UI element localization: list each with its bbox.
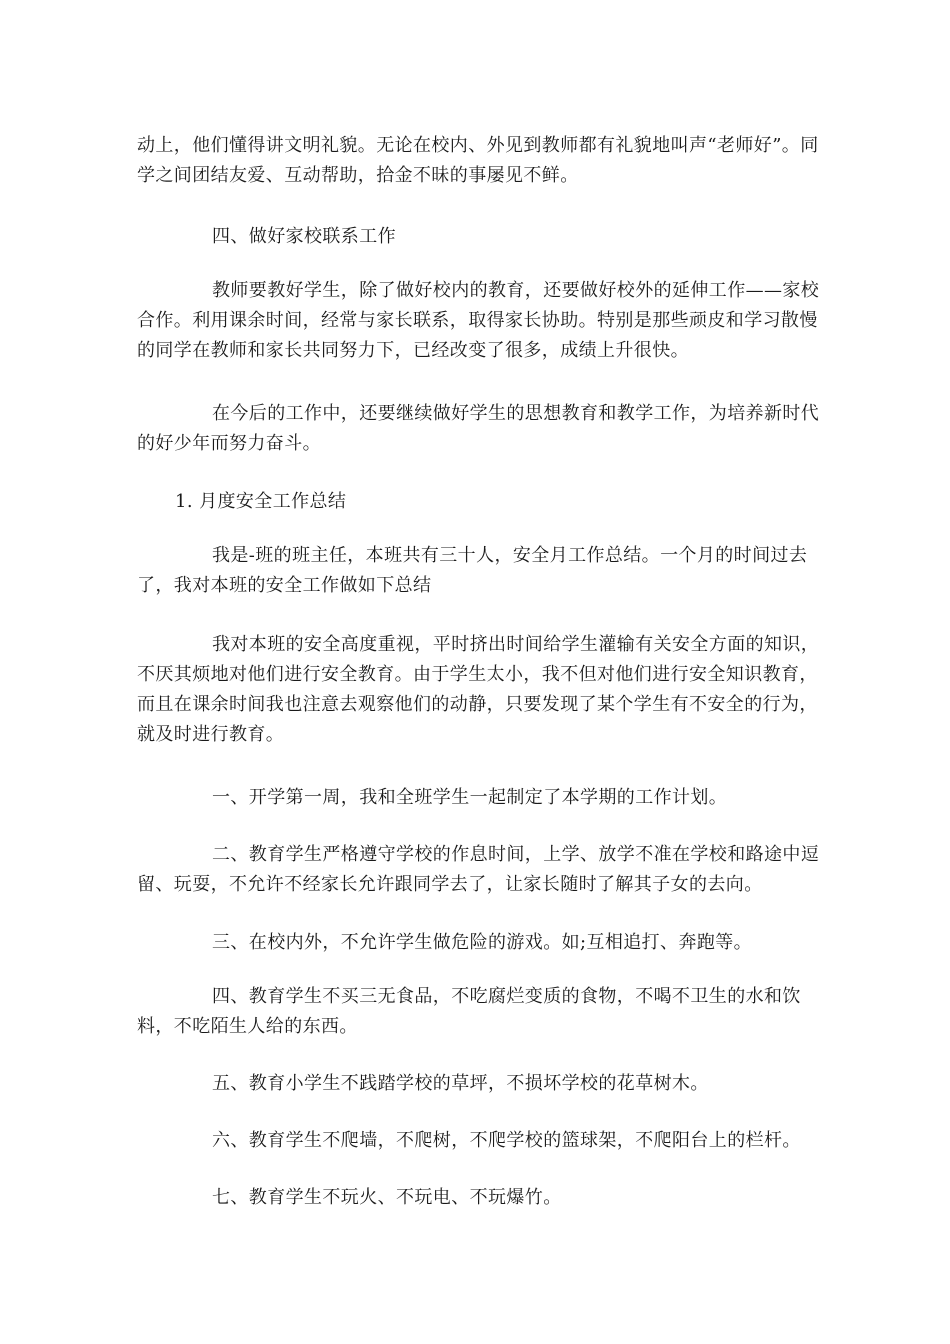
paragraph-safety-importance: 我对本班的安全高度重视，平时挤出时间给学生灌输有关安全方面的知识，不厌其烦地对他们进行安全教育。由于学生太小，我不但对他们进行安全知识教育，而且在课余时间我也注意去观察他们的动静，只要发现了某个学生有不安全的行为，就及时进行教育。 [137, 634, 820, 745]
section-heading-home-school: 四、做好家校联系工作 [212, 226, 396, 247]
paragraph-home-school: 教师要教好学生，除了做好校内的教育，还要做好校外的延伸工作——家校合作。利用课余时间，经常与家长联系，取得家长协助。特别是那些顽皮和学习散慢的同学在教师和家长共同努力下，已经改变了很多，成绩上升很快。 [137, 280, 820, 361]
list-item-2: 二、教育学生严格遵守学校的作息时间，上学、放学不准在学校和路途中逗留、玩耍，不允许不经家长允许跟同学去了，让家长随时了解其子女的去向。 [137, 844, 820, 895]
paragraph-future-work: 在今后的工作中，还要继续做好学生的思想教育和教学工作，为培养新时代的好少年而努力奋斗。 [137, 403, 820, 454]
list-item-3: 三、在校内外，不允许学生做危险的游戏。如;互相追打、奔跑等。 [212, 932, 753, 953]
list-item-6: 六、教育学生不爬墙，不爬树，不爬学校的篮球架，不爬阳台上的栏杆。 [212, 1130, 801, 1151]
list-item-5: 五、教育小学生不践踏学校的草坪，不损坏学校的花草树木。 [212, 1073, 709, 1094]
paragraph-continuation: 动上，他们懂得讲文明礼貌。无论在校内、外见到教师都有礼貌地叫声“老师好”。同学之间团结友爱、互动帮助，拾金不昧的事屡见不鲜。 [137, 135, 819, 186]
list-item-1: 一、开学第一周，我和全班学生一起制定了本学期的工作计划。 [212, 787, 728, 808]
list-item-7: 七、教育学生不玩火、不玩电、不玩爆竹。 [212, 1187, 562, 1208]
paragraph-intro: 我是-班的班主任，本班共有三十人，安全月工作总结。一个月的时间过去了，我对本班的安全工作做如下总结 [137, 545, 808, 596]
section-heading-safety-summary: 1. 月度安全工作总结 [175, 491, 347, 512]
list-item-4: 四、教育学生不买三无食品，不吃腐烂变质的食物，不喝不卫生的水和饮料，不吃陌生人给的东西。 [137, 986, 801, 1037]
